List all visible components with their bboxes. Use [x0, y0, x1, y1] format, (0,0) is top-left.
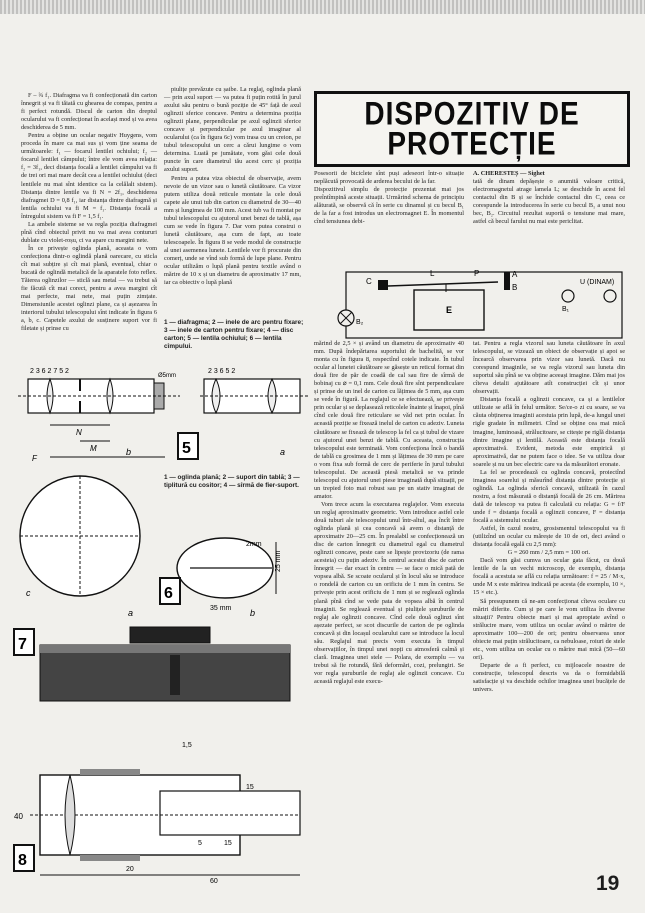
svg-text:15: 15 [246, 784, 254, 791]
finder-eyepiece-tube [160, 791, 300, 835]
svg-text:a: a [280, 447, 286, 457]
author: A. CHERESTEȘ — Sighet [473, 170, 545, 177]
svg-text:35 mm: 35 mm [210, 605, 232, 612]
paragraph: La ambele sisteme se va regla poziția diafragmei pînă cînd obiectul privit nu va mai avea contururi dublate cu violet-roșu, ci va apare cu margini nete. [21, 220, 157, 244]
svg-text:2mm: 2mm [246, 541, 262, 548]
svg-text:5: 5 [182, 440, 191, 457]
paragraph: Dacă vom găsi cumva un ocular gata făcut, cu două lentile de la un vechi microscop, de exemplu, distanța focală a acestuia se află cu relația următoare: f = 25 / M·x, unde M x este mărirea indicată pe acesta (de exemplu, 10 ×, 15 × etc.). [473, 557, 625, 597]
svg-text:F: F [32, 454, 37, 463]
label-C: C [366, 277, 372, 286]
contact-A [504, 272, 510, 290]
svg-text:8: 8 [18, 852, 27, 869]
figure-5 [10, 345, 310, 465]
scan-edge-strip [0, 0, 645, 14]
paragraph: Pentru a putea viza obiectul de observație, avem nevoie de un vizor sau o lunetă căutătoare. Ca vizor putem utiliza două reticule montate la cele două capete ale unui tub din carton cu diametrul de 30—40 mm și lungimea de 100 mm. Acest tub va fi montat pe tubul telescopului cu ajutorul unei benzi de tablă, așa cum se vede în figura 7. Dar vom putea construi o lunetă căutătoare, așa cum de fapt, au toate telescoapele. În figura 8 se vede modul de construcție al unei asemenea lunete. Lentilele vor fi procurate din comerț, unde se vînd sub formă de lupe plane. Pentru ocular utilizăm o lupă plană pentru textile având o mărire de 10 x și un diametru de aproximativ 17 mm, iar ca obiectiv o lupă plană [164, 174, 301, 287]
paragraph: Să presupunem că ne-am confecționat cîteva oculare cu măriri diferite. Cum și pe care le vom utiliza în diverse situații? Pentru obiecte mari și mai apropiate avînd o strălucire mare, vom utiliza un ocular având o mărire de aproximativ 100—200 de ori; pentru observarea unor obiecte mai puțin strălucitoare, ca nebuloase, roiuri de stele etc., vom utiliza un ocular cu o mărire mai mică (50—60 ori). [473, 597, 625, 661]
text-column-6 [473, 340, 625, 694]
paragraph: F – ¾ f₁. Diafragma va fi confecționată din carton înnegrit și va fi tăiată cu ghearea de compas, pentru a fi perfect rotundă. Discul de carton din dreptul ocularului va fi confecționat în același mod și va avea deschiderea de 5 mm. [21, 92, 157, 132]
svg-text:b: b [250, 608, 256, 618]
figure-7 [10, 625, 310, 725]
circuit-schema [318, 262, 628, 342]
paragraph: mărind de 2,5 × și având un diametru de aproximativ 40 mm. După îndepărtarea suportului de bachelită, se vor monta cu în figura 8, respectînd cotele indicate. În tubul ocular al lunetei căutătoare se găsește un reticul format din două fire de păr de coadă de cal sau fire de sîrmă de bobinaj cu ⌀ = 0,1 mm. Cele două fire sînt perpendiculare și prinse de un inel de carton cu lățimea de 5 mm, așa cum se vede în figură. La reglajul ce se efectuează, se privește prin ocular și se deplasează reticolele înainte și înapoi, pînă cînd cele două fire reticulare se văd net prin ocular. În această poziție se fixează inelul de carton cu adeziv. Luneta căutătoare se fixează de telescop la fel ca și tubul de vizare cu ajutorul unei benzi de tablă. Cu aceasta, construcția telescopului este terminată. Vom confecționa încă o bandă de tablă cu grosimea de 1 mm și lățimea de 30 mm pe care o vom fixa sub formă de cerc de periferie în jurul tubului telescopului. De această piesă metalică se va prinde telescopul cu ajutorul unei piese imaginată după situații, pe un trepied foto mai robust sau pe un stativ imaginat de amator. [314, 340, 464, 500]
lamela-L [388, 282, 498, 286]
label-dinam: U (DINAM) [580, 279, 615, 286]
paragraph: Astfel, în cazul nostru, grosismentul telescopului va fi (utilizînd un ocular cu mărește de 10 de ori, deci având o distanța focală egală cu 2,5 mm): [473, 525, 625, 549]
text-column-1 [21, 92, 157, 333]
eyepiece-drawing-b [200, 368, 308, 457]
svg-text:a: a [128, 608, 134, 618]
paragraph: piulițe prevăzute cu șaibe. La reglaj, oglinda plană — prin axul suport — va putea fi puțin rotită în jurul axului său pentru o bună poziție de 45° față de axul oglinzii sferice concave. Pentru a determina poziția oglinzii plane, perpendicular pe axul oglinzii sferice concave și perpendicular pe axul imaginar al ocularului (ca în figura 6c) vom trasa cu un creion, pe tubul telescopului un cerc a cărui lungime o vom determina. Luată pe jumătate, vom găsi cele două puncte în care diametrul tău acest cerc și poziția axului suport. [164, 86, 301, 174]
label-B2: B₂ [356, 319, 364, 326]
svg-text:25 mm: 25 mm [275, 550, 282, 572]
dinam-symbol [604, 290, 616, 302]
telescope-tube [40, 645, 290, 701]
svg-text:1,5: 1,5 [182, 742, 192, 749]
paragraph: tată de dinam depășește o anumită valoare critică, electromagnetul atrage lamela L; se deschide în acest fel contactul din B și se închide contactul din C, ceea ce corespunde la introducerea în serie cu becul B₁ a unui nou bec, B₂. Circuitul rezultat suportă o tensiune mai mare, astfel că becul farului nu mai este periclitat. [473, 178, 625, 226]
label-E: E [446, 305, 453, 315]
label-A: A [512, 270, 518, 279]
svg-text:7: 7 [18, 636, 27, 653]
svg-text:5: 5 [198, 840, 202, 847]
paragraph: tat. Pentru a regla vizorul sau luneta căutătoare în axul telescopului, se vizează un obiect de observație și apoi se încearcă observarea prin vizor sau lunetă. Dacă nu corespund imaginile, se va regla vizorul sau luneta din suportul său pînă se va obține aceeași imagine. Dăm mai jos cîteva detalii ajutătoare atît construcției cît și unor observații. [473, 340, 625, 396]
bulb-B1 [562, 290, 574, 302]
svg-text:60: 60 [210, 878, 218, 885]
formula: G = 260 mm / 2,5 mm = 100 ori. [507, 549, 591, 557]
svg-text:c: c [26, 588, 31, 598]
paragraph: Vom trece acum la executarea reglajelor. Vom executa un reglaj aproximativ geometric. Vom introduce astfel cele două tuburi ale telescopului unul într-altul, așa încît între oglinda plană și cea concavă să avem o distanță de aproximativ 20—25 cm. În prealabil se confecționează un disc de carton înnegrit cu diametrul egal cu diametrul oglinzii concave, peste care se lipește provizoriu (de rama acesteia) cu puțin adeziv. În centrul acestui disc de carton înnegrit — dar exact în centru — se face o mică pată de vopsea albă. Se scoate ocularul și în locul său se introduce o rondelă de carton cu un orificiu de 1 mm în centru. Se privește prin acest orificiu de 1 mm și se reglează oglinda plană pînă cînd se vede pata de vopsea albă în centrul imaginii. Se reglează eventual și piulițele șuruburile de reglaj ale oglinzii concave. Cînd cele două oglinzi sînt așezate perfect, se scot discurile de carton de pe oglinda concavă și din locașul ocularului care se introduce la locul său. Reglajul mai precis vom executa în timpul observațiilor, în timpul unei nopți cu atmosferă calmă și clară. Imaginea unei stele — Polara, de exemplu — va trebui să fie rotundă, fără deformări, cozi, prelungiri. Se vor regla șuruburile de reglaj ale oglinzii concave. Cu această reglajul este execu- [314, 500, 464, 685]
paragraph: Distanța focală a oglinzii concave, ca și a lentilelor utilizate se află în felul următor. Se/ce-o zi cu soare, se va căuta obținerea imaginii acestuia prin lupă, de-a lungul unei rigle gradate în milimetri. Cînd se obține cea mai mică imagine, luminoasă, strălucitoare, se citește pe riglă distanța dintre imagine și lentilă. Această este distanța focală aproximativă. Evident, metoda este empirică și aproximativă, dar ne putem face o idee. Se va utiliza doar soarele și nu un bec electric care va da măsurători eronate. [473, 396, 625, 468]
caption-fig6: 1 — oglinda plană; 2 — suport din tablă; 3 — tiplitură cu cositor; 4 — sîrmă de fier-suport. [164, 474, 300, 489]
label-B1: B₁ [562, 306, 570, 313]
svg-text:2 3 6 2 7 5 2: 2 3 6 2 7 5 2 [30, 368, 69, 375]
paragraph: Pentru a obține un ocular negativ Huygens, vom proceda în mare ca mai sus și vom ține seama de următoarele: f₁ — focarul lentilei ochiului; f₂ — focarul lentilei câmpului; între ele vom avea relația: f₂ = 3f₁, deci distanța focală a lentilei câmpului va fi de trei ori mai mare decât cea a lentilei ochiului (deci lentilele nu mai sînt identice ca la celălalt sistem). Distanța dintre lentile va fi N = 2f₁, deschiderea diafragmei D = 0,8 f₁, iar distanța dintre diafragmă și lentila ochiului va fi M = f₁. Distanța focală a întregului sistem va fi F = 1,5 f₁. [21, 132, 157, 220]
svg-text:b: b [126, 447, 132, 457]
title-line-2: PROTECȚIE [387, 125, 557, 162]
article-title-box [314, 91, 630, 167]
figure-6 [10, 468, 310, 618]
svg-text:N: N [76, 428, 82, 437]
page-number: 19 [596, 872, 620, 895]
article-intro-right [473, 170, 625, 226]
title-line-1: DISPOZITIV DE [364, 95, 580, 132]
svg-text:6: 6 [164, 585, 173, 602]
svg-text:2 3 6 5 2: 2 3 6 5 2 [208, 368, 236, 375]
svg-text:M: M [90, 444, 97, 453]
svg-text:40: 40 [14, 812, 23, 821]
paragraph: Departe de a fi perfect, cu mijloacele noastre de construcție, telescopul descris va da o formidabilă satisfacție și va deschide ochilor imaginea unei bucățele de univers. [473, 661, 625, 694]
figure-8 [10, 735, 310, 885]
paragraph: La fel se procedează cu oglinda concavă, proiectînd imaginea soarelui și măsurînd distanța dintre protecție și oglindă. La oglinda sferică concavă, utilizată în cazul nostru, a fost măsurată o distanță focală de 26 cm. Mărirea dată de telescop va putea fi calculată cu relația: G = f/F unde f = distanța focală a oglinzii concave, F = distanța focală a sistemului ocular. [473, 468, 625, 525]
finder-tube [130, 627, 210, 643]
svg-text:Ø5mm: Ø5mm [158, 373, 176, 379]
text-column-2 [164, 86, 301, 287]
label-B: B [512, 283, 518, 292]
paragraph: În ce privește oglinda plană, aceasta o vom confecționa dintr-o oglindă plană oarecare, cu sticla cît mai subțire și cît mai plană, eventual, chiar o bucată de oglindă metalică de la aparatele foto reflex. Tăierea oglinzilor — sticlă sau metal — va trebui să fie făcută cît mai corect, pentru a avea margini cît mai perfecte, mai nete, mai puțin zimțate. Dimensiunile acestei oglinzi plane, ca și așezarea în interiorul tubului telescopului sînt indicate în figura 6 a, b, c. Capetele axului de susținere suport vor fi filetate și prinse cu [21, 244, 157, 333]
svg-text:15: 15 [224, 840, 232, 847]
text-column-5 [314, 340, 464, 686]
caption-fig5: 1 — diafragma; 2 — inele de arc pentru fixare; 3 — inele de carton pentru fixare; 4 — disc carton; 5 — lentila ochiului; 6 — lentila cîmpului. [164, 319, 304, 350]
label-L: L [430, 269, 435, 278]
article-intro-left: Posesorii de biciclete sînt puși adeseori într-o situație neplăcută provocată de arderea becului de la far. Dispozitivul simplu de protecție prezentat mai jos preîntîmpină aceste situații. Urmărind schema de principiu alăturată, se observă că în serie cu dinamul și cu becul B₁ de la far a fost introdus un electromagnet E. În momentul cînd tensiunea debi- [314, 170, 464, 226]
contact-C [378, 280, 388, 290]
label-P: P [474, 269, 480, 278]
svg-text:20: 20 [126, 866, 134, 873]
eyepiece-drawing-a [18, 368, 180, 463]
